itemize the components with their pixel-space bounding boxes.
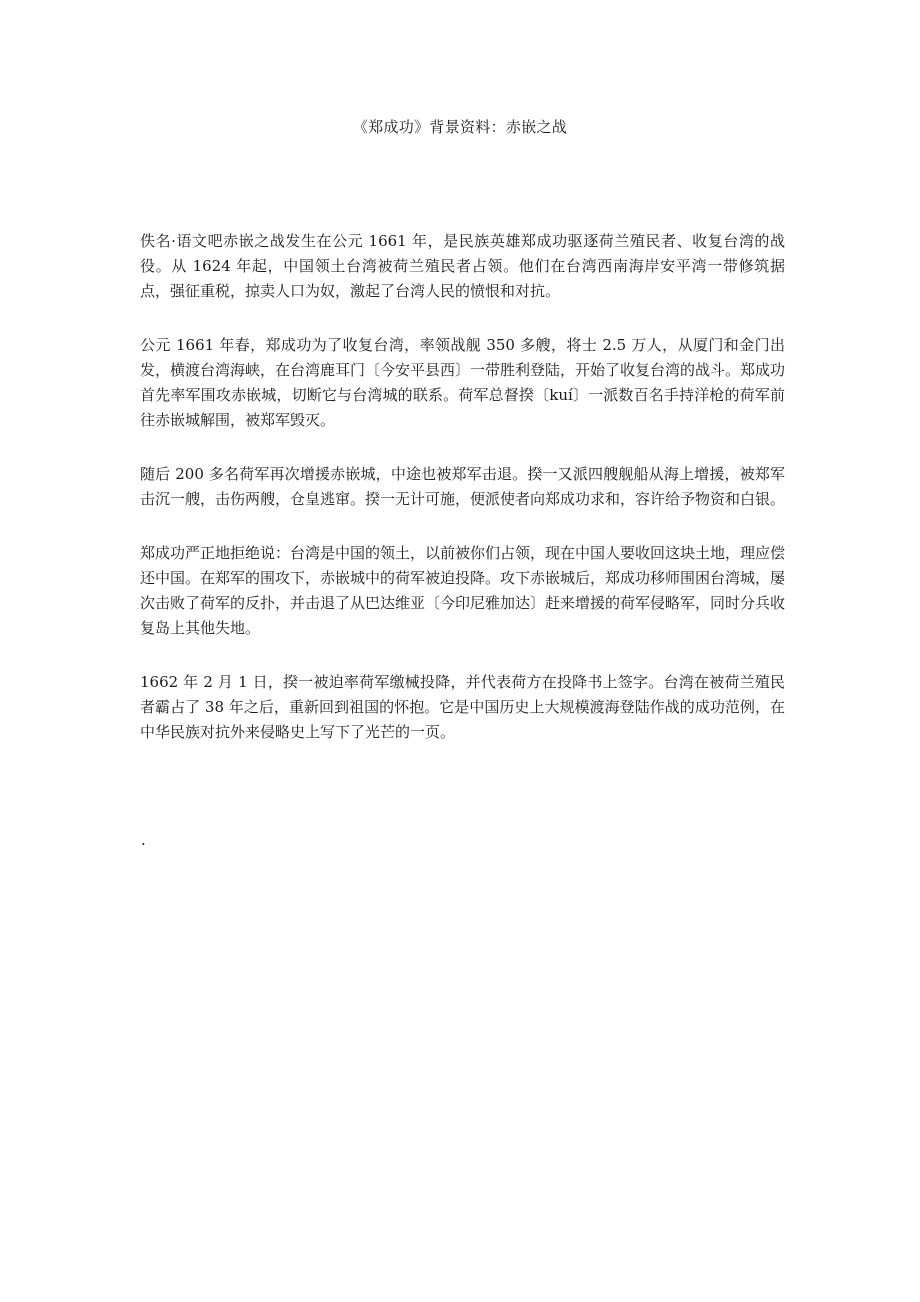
trailing-mark: . [141, 831, 146, 849]
paragraph-siege: 郑成功严正地拒绝说：台湾是中国的领土，以前被你们占领，现在中国人要收回这块土地，理应偿还中国。在郑军的围攻下，赤嵌城中的荷军被迫投降。攻下赤嵌城后，郑成功移师围困台湾城，屡次击败了荷军的反扑，并击退了从巴达维亚〔今印尼雅加达〕赶来增援的荷军侵略军，同时分兵收复岛上其他失地。 [140, 544, 786, 637]
paragraph-intro: 佚名·语文吧赤嵌之战发生在公元 1661 年，是民族英雄郑成功驱逐荷兰殖民者、收复台湾的战役。从 1624 年起，中国领土台湾被荷兰殖民者占领。他们在台湾西南海岸安平湾一带修筑据点，强征重税，掠卖人口为奴，激起了台湾人民的愤恨和对抗。 [140, 232, 785, 300]
paragraph-landing: 公元 1661 年春，郑成功为了收复台湾，率领战舰 350 多艘，将士 2.5 万人，从厦门和金门出发，横渡台湾海峡，在台湾鹿耳门〔今安平县西〕一带胜利登陆，开始了收复台湾的战斗。郑成功首先率军围攻赤嵌城，切断它与台湾城的联系。荷军总督揆〔kuí〕一派数百名手持洋枪的荷军前往赤嵌城解围，被郑军毁灭。 [140, 336, 786, 429]
document-title: 《郑成功》背景资料：赤嵌之战 [352, 118, 568, 136]
document-body [140, 229, 785, 774]
paragraph-surrender: 1662 年 2 月 1 日，揆一被迫率荷军缴械投降，并代表荷方在投降书上签字。台湾在被荷兰殖民者霸占了 38 年之后，重新回到祖国的怀抱。它是中国历史上大规模渡海登陆作战的成功范例，在中华民族对抗外来侵略史上写下了光芒的一页。 [140, 673, 785, 741]
paragraph-reinforcements: 随后 200 多名荷军再次增援赤嵌城，中途也被郑军击退。揆一又派四艘舰船从海上增援，被郑军击沉一艘，击伤两艘，仓皇逃窜。揆一无计可施，便派使者向郑成功求和，容许给予物资和白银。 [140, 465, 786, 508]
